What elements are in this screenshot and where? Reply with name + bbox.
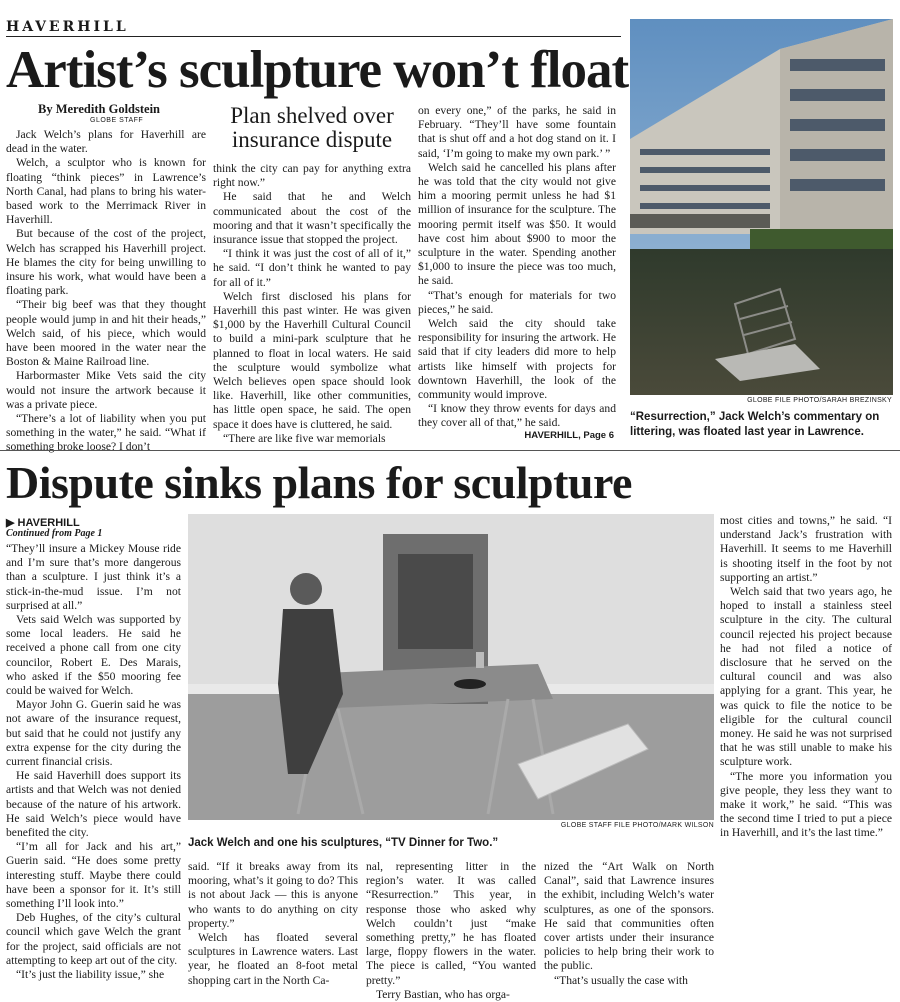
paragraph: said. “If it breaks away from its mooring, what’s it going to do? This is not about Jack — this is anyone who wants to do anything on city property.”	[188, 860, 358, 930]
paragraph: “I think it was just the cost of all of it,” he said. “I don’t think he wanted to pay for all of it.”	[213, 247, 411, 289]
top-column-1	[6, 128, 206, 454]
top-photo-credit: GLOBE FILE PHOTO/SARAH BREZINSKY	[747, 397, 892, 404]
paragraph: Welch has floated several sculptures in Lawrence waters. Last year, he floated an 8-foot metal shopping cart in the North Ca-	[188, 931, 358, 987]
paragraph: Terry Bastian, who has orga-	[376, 987, 510, 1001]
paragraph: “The more you information you give people, they less they want to make it work,” he said. “This was the second time I tried to put a piece in Haverhill, and it’s the last time.”	[720, 769, 892, 840]
top-column-3	[418, 104, 616, 428]
paragraph: “It’s just the liability issue,” she	[16, 968, 165, 982]
paragraph: “That’s usually the case with	[554, 973, 688, 987]
paragraph: But because of the cost of the project, Welch has scrapped his Haverhill project. He blames the city for being unwilling to insure his work, what would have been a floating park.	[6, 227, 206, 298]
paragraph: “I know they throw events for days and they cover all of that,” he said.	[418, 402, 616, 430]
paragraph: think the city can pay for anything extra right now.”	[213, 162, 411, 190]
paragraph: on every one,” of the parks, he said in February. “They’ll have some fountain that is shut off and a hot dog stand on it. I said, ‘I’m going to make my own park.’ ”	[418, 104, 616, 160]
jump-line: HAVERHILL, Page 6	[524, 430, 614, 441]
section-kicker: HAVERHILL	[6, 19, 129, 35]
paragraph: “They’ll insure a Mickey Mouse ride and I’m sure that’s more dangerous than a sculpture. I just think it’s a stick-in-the-mud issue. I’m not surprised at all.”	[6, 542, 181, 612]
bottom-photo-caption: Jack Welch and one his sculptures, “TV Dinner for Two.”	[188, 837, 499, 849]
paragraph: Harbormaster Mike Vets said the city would not insure the artwork because it was a private piece.	[6, 369, 206, 411]
paragraph: Vets said Welch was supported by some local leaders. He said he received a phone call from one city councilor, Robert E. Des Marais, who asked if the $50 mooring fee could be waived for Welch.	[6, 613, 181, 698]
article-divider	[0, 450, 900, 451]
paragraph: He said Haverhill does support its artists and that Welch was not denied because of the nature of his artwork. He said Welch’s piece would have benefited the city.	[6, 769, 181, 840]
continued-from: Continued from Page 1	[6, 528, 103, 539]
paragraph: Deb Hughes, of the city’s cultural council which gave Welch the grant for the project, said officials are not attempting to keep art out of the city.	[6, 911, 181, 967]
deck-subheadline: Plan shelved over insurance dispute	[230, 103, 394, 152]
headline-continued: Dispute sinks plans for sculpture	[6, 457, 632, 508]
bottom-column-3	[366, 860, 536, 1001]
paragraph: Welch first disclosed his plans for Haverhill this past winter. He was given $1,000 by the Haverhill Cultural Council to build a mini-park sculpture that he planned to float in local waters. He said the sculpture would symbolize what Welch believes open space should look like. Haverhill, like other communities, has little open space, he said. The open space it does have is cluttered, he said.	[213, 289, 411, 431]
headline: Artist’s sculpture won’t float	[6, 41, 629, 99]
byline-staff: GLOBE STAFF	[90, 117, 144, 124]
paragraph: most cities and towns,” he said. “I understand Jack’s frustration with Haverhill. It seems to me Haverhill is shooting itself in the foot by not supporting an artist.”	[720, 514, 892, 584]
paragraph: nized the “Art Walk on North Canal”, said that Lawrence insures the exhibit, including Welch’s water sculptures, as one of the sponsors. He said that communities often cover artists under their insurance policies to help bring their work to the public.	[544, 860, 714, 973]
bottom-column-4	[544, 860, 714, 991]
bottom-column-right	[720, 514, 892, 840]
byline: By Meredith Goldstein	[38, 102, 160, 116]
paragraph: “That’s enough for materials for two pieces,” he said.	[418, 288, 616, 316]
tv-dinner-photo	[188, 514, 714, 820]
bottom-photo-credit: GLOBE STAFF FILE PHOTO/MARK WILSON	[560, 822, 714, 829]
paragraph: Welch said that two years ago, he hoped to install a stainless steel sculpture in the city. The cultural council rejected his project because he had not filed a notice of disclosure that he served on the cultural council and was also applying for a grant. This year, he was quick to file the notice to be eligible for the cultural council money. He said he was not surprised that he was still unable to make his sculpture work.	[720, 585, 892, 769]
section-tag-label: HAVERHILL	[17, 517, 80, 529]
paragraph: “There are like five war memorials	[223, 431, 386, 445]
bottom-column-2	[188, 860, 358, 991]
kicker-rule	[6, 36, 621, 37]
paragraph: Welch said he cancelled his plans after he was told that the city would not give him a mooring permit unless he had $1 million of insurance for the sculpture. The mooring permit itself was $50. It would have cost him about $900 to moor the sculpture in the water. Spending another $1,000 to insure the piece was too much, he said.	[418, 160, 616, 288]
paragraph: Welch said the city should take responsibility for insuring the artwork. He said that if city leaders did more to help artists like himself with projects for downtown Haverhill, the look of the community would improve.	[418, 317, 616, 402]
bottom-column-1	[6, 542, 181, 991]
paragraph: He said that he and Welch communicated about the cost of the mooring and that it wasn’t specifically the insurance issue that stopped the project.	[213, 190, 411, 247]
paragraph: “Their big beef was that they thought people would jump in and hit their heads,” Welch said, of his piece, which would have been moored in the water near the Boston & Maine Railroad line.	[6, 298, 206, 369]
resurrection-photo	[630, 19, 893, 395]
paragraph: Mayor John G. Guerin said he was not aware of the insurance request, but said that he could not justify any extra expense for the city during the current financial crisis.	[6, 698, 181, 769]
top-column-2	[213, 162, 411, 446]
top-photo-caption: “Resurrection,” Jack Welch’s commentary on littering, was floated last year in Lawrence.	[630, 411, 880, 438]
triangle-icon: ▶	[6, 517, 15, 529]
paragraph: nal, representing litter in the region’s water. It was called “Resurrection.” This year, in response those who asked why Welch couldn’t just “make something pretty,” he has floated large, floppy flowers in the water. The piece is called, “You wanted pretty.”	[366, 860, 536, 987]
paragraph: “I’m all for Jack and his art,” Guerin said. “He does some pretty interesting stuff. Maybe there could have been a sponsor for it. It’s still something I’ll look into.”	[6, 840, 181, 911]
paragraph: Welch, a sculptor who is known for floating “think pieces” in Lawrence’s North Canal, had plans to bring his water-based work to the Merrimack River in Haverhill.	[6, 156, 206, 227]
paragraph: Jack Welch’s plans for Haverhill are dead in the water.	[6, 128, 206, 156]
paragraph: “There’s a lot of liability when you put something in the water,” he said. “What if something broke loose? I don’t	[6, 412, 206, 454]
